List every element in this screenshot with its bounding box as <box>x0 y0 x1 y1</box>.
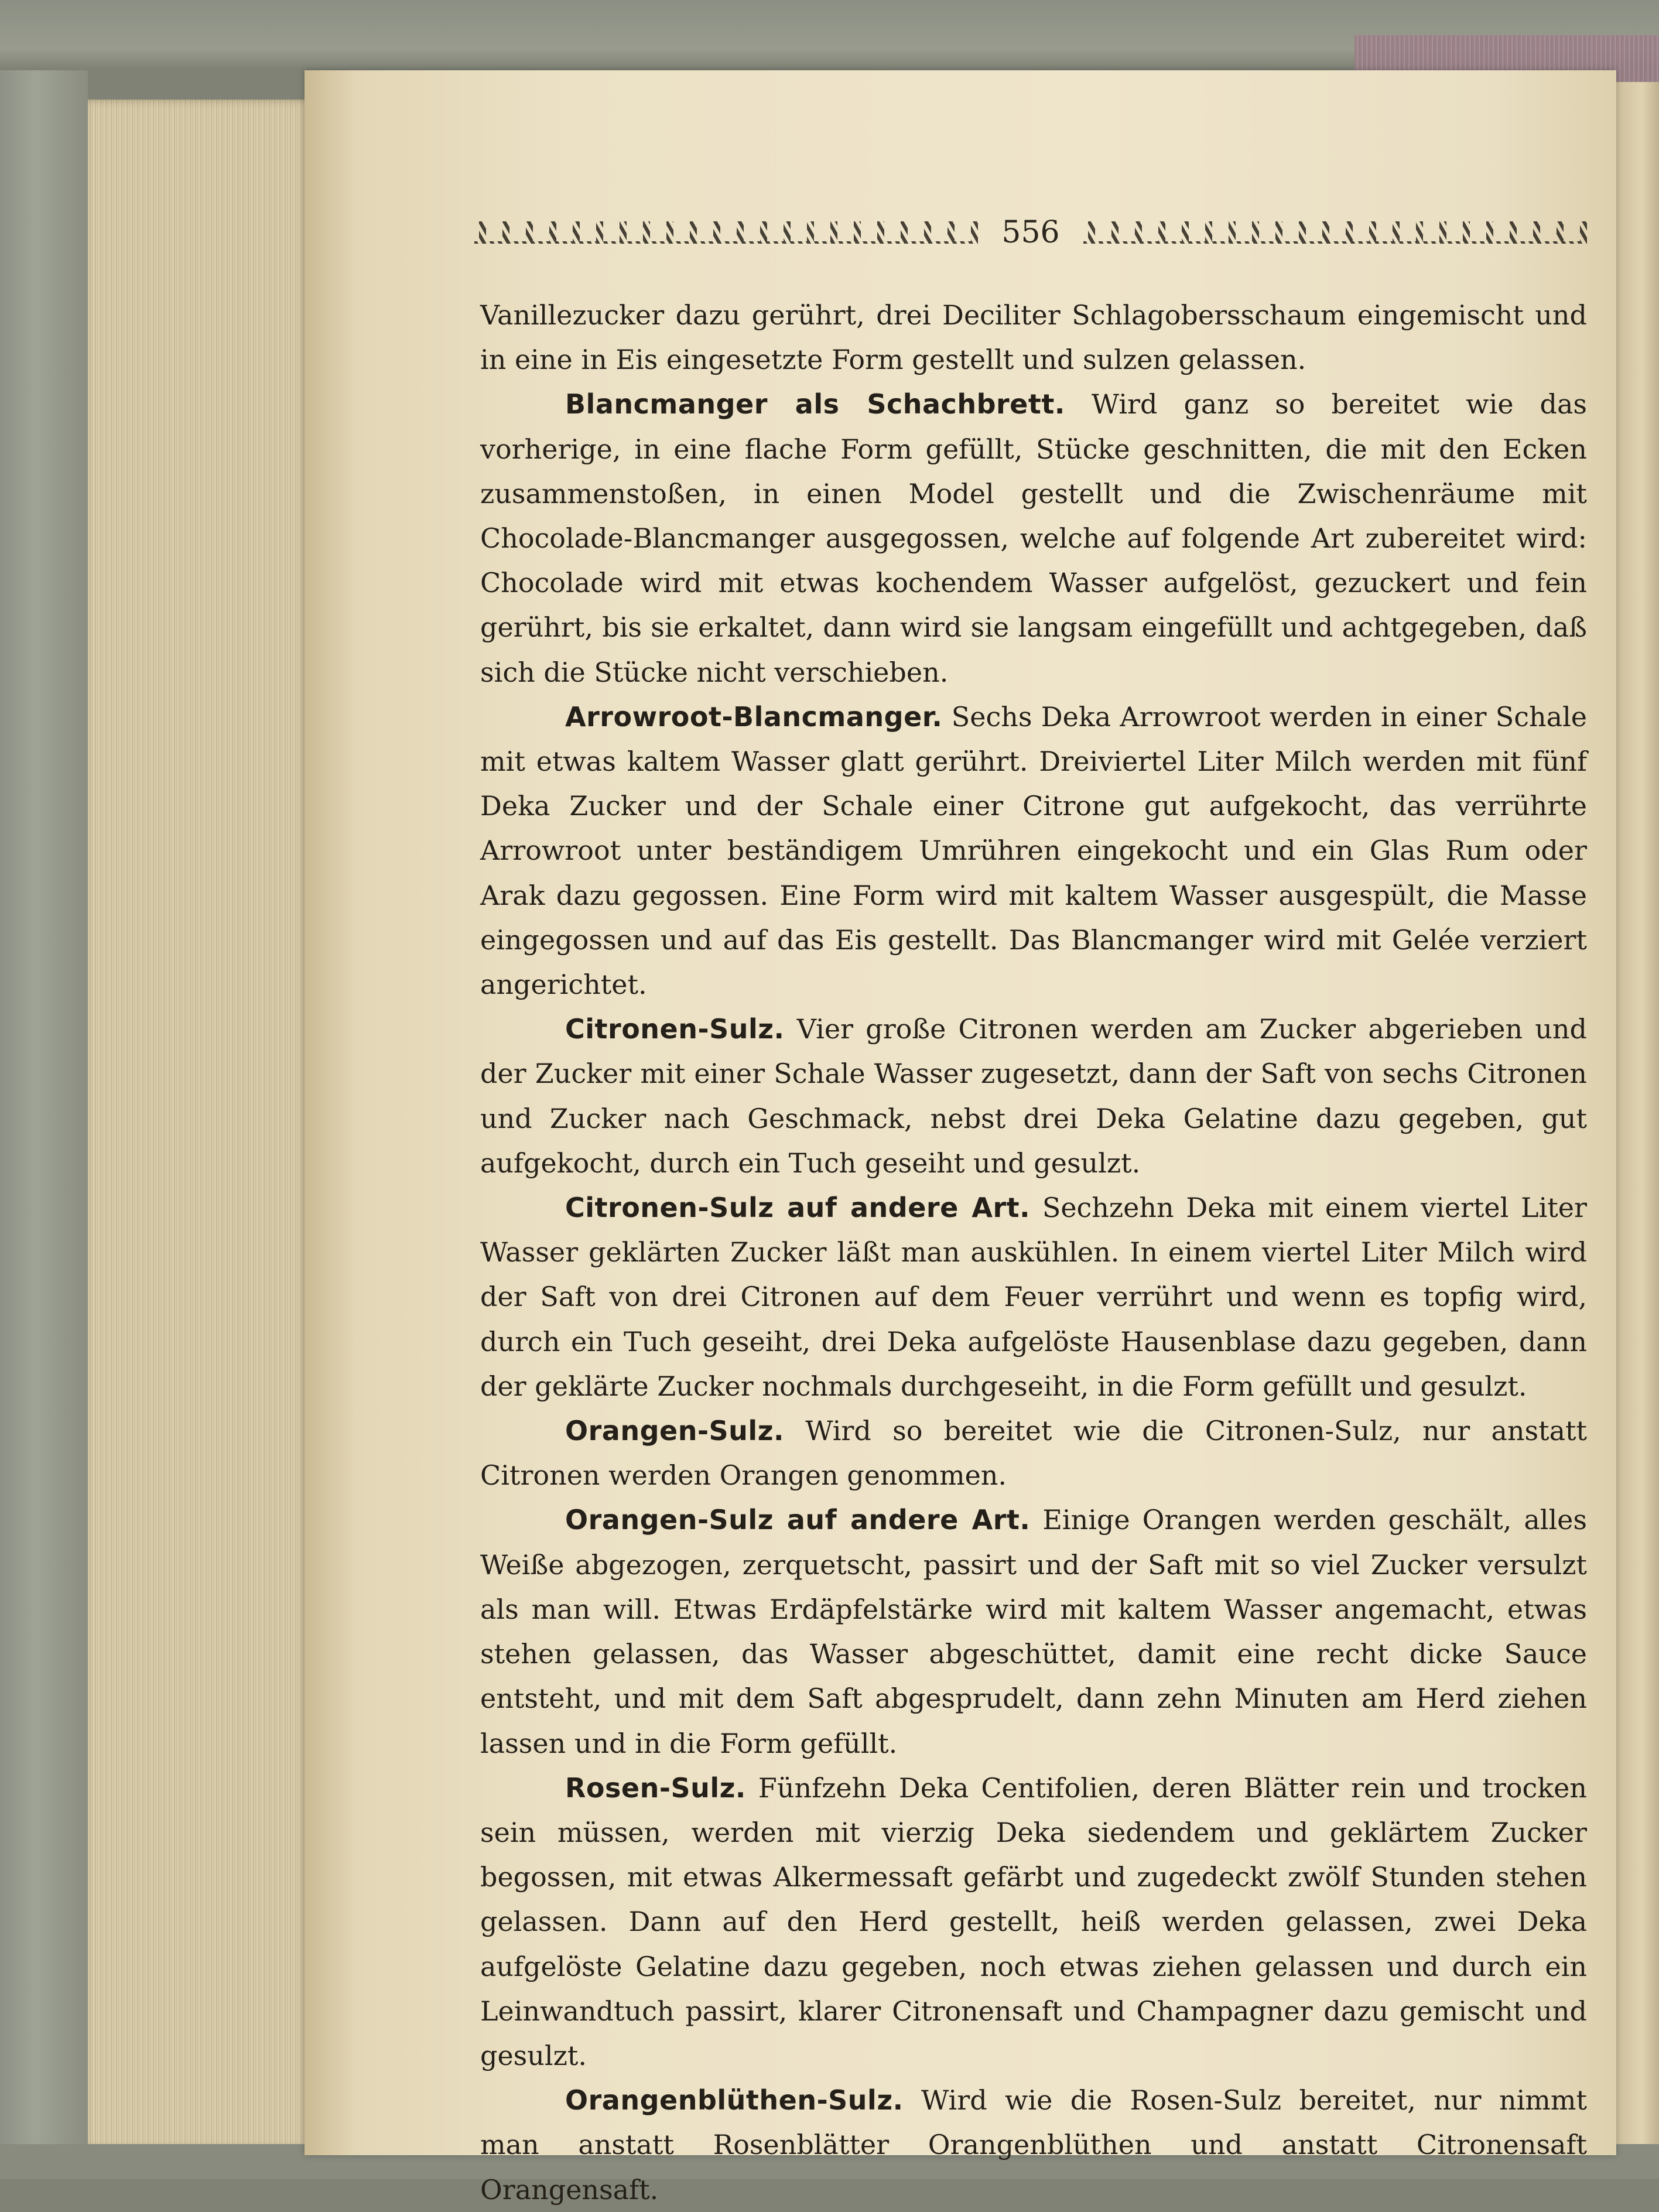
stacked-page-edges <box>88 100 310 2149</box>
recipe-entry <box>480 2078 1587 2212</box>
recipe-heading: Citronen-Sulz auf andere Art. <box>565 1192 1031 1224</box>
recipe-heading: Citronen-Sulz. <box>565 1013 785 1045</box>
recipe-heading: Orangenblüthen-Sulz. <box>565 2084 904 2117</box>
page-body <box>480 293 1587 2212</box>
recipe-heading: Blancmanger als Schachbrett. <box>565 388 1065 420</box>
recipe-heading: Orangen-Sulz. <box>565 1415 784 1447</box>
recipe-entry <box>480 1766 1587 2078</box>
book-cover-edge <box>0 0 88 2179</box>
recipe-text: Einige Orangen werden geschält, alles Weiße abgezogen, zerquetscht, passirt und der Saft mit so viel Zucker versulzt als man will. Etwas Erdäpfelstärke wird mit kaltem Wasser angemacht, etwas stehen gelassen, das Wasser abgeschüttet, damit eine recht dicke Sauce entsteht, und mit dem Saft abgesprudelt, dann zehn Minuten am Herd ziehen lassen und in die Form gefüllt. <box>480 1504 1587 1759</box>
recipe-heading: Orangen-Sulz auf andere Art. <box>565 1504 1031 1536</box>
opening-paragraph: Vanillezucker dazu gerührt, drei Deciliter Schlagobersschaum eingemischt und in eine in Eis eingesetzte Form gestellt und sulzen gelassen. <box>480 299 1587 376</box>
recipe-text: Sechzehn Deka mit einem viertel Liter Wasser geklärten Zucker läßt man auskühlen. In einem viertel Liter Milch wird der Saft von drei Citronen auf dem Feuer verrührt und wenn es topfig wird, durch ein Tuch geseiht, drei Deka aufgelöste Hausenblase dazu gegeben, dann der geklärte Zucker nochmals durchgeseiht, in die Form gefüllt und gesulzt. <box>480 1192 1588 1402</box>
page-number: 556 <box>1001 215 1060 250</box>
header-ornament-left <box>474 221 978 244</box>
recipe-entry <box>480 1408 1587 1498</box>
page-header <box>474 212 1587 253</box>
recipe-entry <box>480 695 1587 1007</box>
facing-page-edge <box>1616 82 1659 2155</box>
recipe-text: Wird ganz so bereitet wie das vorherige, in eine flache Form gefüllt, Stücke geschnitten, die mit den Ecken zusammenstoßen, in einen Model gestellt und die Zwischenräume mit Chocolade-Blancmanger ausgegossen, welche auf folgende Art zubereitet wird: Chocolade wird mit etwas kochendem Wasser aufgelöst, gezuckert und fein gerührt, bis sie erkaltet, dann wird sie langsam eingefüllt und achtgegeben, daß sich die Stücke nicht verschieben. <box>480 388 1588 688</box>
recipe-text: Wird so bereitet wie die Citronen-Sulz, nur anstatt Citronen werden Orangen genommen. <box>480 1415 1587 1492</box>
recipe-heading: Arrowroot-Blancmanger. <box>565 700 943 733</box>
recipe-text: Fünfzehn Deka Centifolien, deren Blätter rein und trocken sein müssen, werden mit vierzig Deka siedendem und geklärtem Zucker begossen, mit etwas Alkermessaft gefärbt und zugedeckt zwölf Stunden stehen gelassen. Dann auf den Herd gestellt, heiß werden gelassen, zwei Deka aufgelöste Gelatine dazu gegeben, noch etwas ziehen gelassen und durch ein Leinwandtuch passirt, klarer Citronensaft und Champagner dazu gemischt und gesulzt. <box>480 1772 1587 2071</box>
recipe-entry <box>480 1498 1587 1765</box>
recipe-heading: Rosen-Sulz. <box>565 1772 746 1804</box>
recipe-entry <box>480 1007 1587 1185</box>
recipe-text: Sechs Deka Arrowroot werden in einer Schale mit etwas kaltem Wasser glatt gerührt. Dreiviertel Liter Milch werden mit fünf Deka Zucker und der Schale einer Citrone gut aufgekocht, das verrührte Arrowroot unter beständigem Umrühren eingekocht und ein Glas Rum oder Arak dazu gegossen. Eine Form wird mit kaltem Wasser ausgespült, die Masse eingegossen und auf das Eis gestellt. Das Blancmanger wird mit Gelée verziert angerichtet. <box>480 700 1588 1001</box>
recipe-entry <box>480 1185 1587 1408</box>
recipe-entry <box>480 382 1587 694</box>
recipe-text: Vier große Citronen werden am Zucker abgerieben und der Zucker mit einer Schale Wasser zugesetzt, dann der Saft von sechs Citronen und Zucker nach Geschmack, nebst drei Deka Gelatine dazu gegeben, gut aufgekocht, durch ein Tuch geseiht und gesulzt. <box>480 1013 1587 1179</box>
recipe-text: Wird wie die Rosen-Sulz bereitet, nur nimmt man anstatt Rosenblätter Orangenblüthen und anstatt Citronensaft Orangensaft. <box>480 2084 1588 2206</box>
header-ornament-right <box>1083 221 1587 244</box>
